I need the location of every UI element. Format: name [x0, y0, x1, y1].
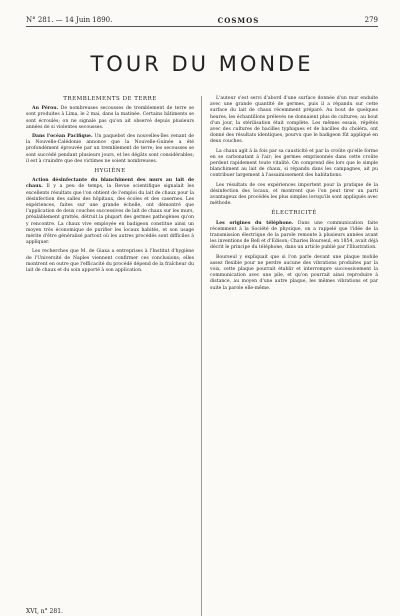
paragraph: Au Pérou. De nombreuses secousses de tremblement de terre se sont produites à Lima, le 2 mai, dans la matinée. Certains bâtiments se sont écroulés; on ne signale pas qu'on ait observé depuis plusieurs années de si violentes secousses.: [26, 106, 194, 130]
paragraph-lead: Action désinfectante du blanchiment des murs au lait de chaux.: [26, 178, 194, 190]
paragraph: Les résultats de ces expériences importent pour la pratique de la désinfection des locaux, et montrent que l'on peut tirer un parti avantageux des procédés les plus simples lorsqu'ils sont appliqués avec méthode.: [210, 182, 378, 207]
signature-mark: XVI, n° 281.: [26, 608, 63, 615]
paragraph: Les origines du téléphone. Dans une communication faite récemment à la Société de physique, on a rappelé que l'idée de la transmission électrique de la parole remonte à plusieurs années avant les inventions de Bell et d'Edison; Charles Bourseul, en 1854, avait déjà décrit le principe du téléphone, dans un article publié par l'Illustration.: [210, 220, 379, 251]
paragraph-lead: Au Pérou.: [32, 106, 59, 112]
column-divider: [201, 96, 202, 616]
running-header: [26, 14, 378, 27]
paragraph: Dans l'océan Pacifique. Un paquebot des nouvelles-îles venant de la Nouvelle-Calédonie annonce que la Nouvelle-Guinée a été profondément éprouvée par un tremblement de terre; les secousses se sont succédé pendant plusieurs jours, et les dégâts sont considérables; il est à craindre que des victimes ne soient nombreuses.: [26, 134, 194, 164]
document-page: [26, 14, 379, 615]
left-column: [26, 96, 194, 277]
paragraph-lead: Dans l'océan Pacifique.: [32, 134, 93, 140]
section-heading-earthquakes: TREMBLEMENTS DE TERRE: [63, 96, 157, 102]
paragraph: La chaux agit à la fois par sa causticité et par la croûte qu'elle forme en se carbonatant à l'air; les germes emprisonnés dans cette croûte perdent rapidement toute vitalité. On comprend dès lors que le simple blanchiment au lait de chaux, si répandu dans les campagnes, ait pu contribuer largement à l'assainissement des habitations.: [210, 148, 378, 179]
issue-date: N° 281. — 14 Juin 1890.: [26, 16, 113, 24]
paragraph: L'auteur s'est servi d'abord d'une surface donnée d'un mur enduite avec une grande quantité de germes, puis il a répandu sur cette surface du lait de chaux récemment préparé. Au bout de quelques heures, les échantillons prélevés ne donnaient plus de cultures; au bout d'un jour, la stérilisation était complète. Les mêmes essais, répétés avec des cultures de bacilles typhiques et de bacilles du choléra, ont donné des résultats identiques, pourvu que le badigeon fût appliqué en deux couches.: [210, 96, 378, 145]
paragraph: Action désinfectante du blanchiment des murs au lait de chaux. Il y a peu de temps, la Revue scientifique signalait les excellents résultats que l'on obtient de l'emploi du lait de chaux pour la désinfection des salles des hôpitaux, des écoles et des casernes. Les expériences, faites sur une grande échelle, ont démontré que l'application de deux couches successives de lait de chaux sur les murs, préalablement grattés, détruit la plupart des germes pathogènes qu'on y rencontre. La chaux vive employée en badigeon constitue ainsi un moyen très économique de purifier les locaux habités, et son usage mérite d'être généralisé partout où les autres procédés sont difficiles à appliquer.: [26, 178, 194, 246]
journal-name: COSMOS: [217, 15, 260, 25]
page-number: 279: [364, 16, 378, 24]
right-column: [210, 96, 378, 295]
paragraph-lead: Les origines du téléphone.: [216, 220, 294, 226]
section-heading-electricity: ÉLECTRICITÉ: [271, 210, 317, 217]
page-title: TOUR DU MONDE: [90, 52, 314, 76]
paragraph: Les recherches que M. de Giaxa a entreprises à l'Institut d'hygiène de l'Université de Naples viennent confirmer ces conclusions; elles montrent en outre que l'efficacité du procédé dépend de la fraîcheur du lait de chaux et du soin apporté à son application.: [26, 249, 194, 274]
section-heading-hygiene: HYGIÈNE: [94, 168, 126, 175]
paragraph: Bourseul y expliquait que si l'on parle devant une plaque mobile assez flexible pour ne perdre aucune des vibrations produites par la voix, cette plaque pourrait établir et interrompre successivement la communication avec une pile, et qu'on pourrait ainsi reproduire à distance, au moyen d'une autre plaque, les mêmes vibrations et par suite la parole elle-même.: [210, 254, 378, 291]
